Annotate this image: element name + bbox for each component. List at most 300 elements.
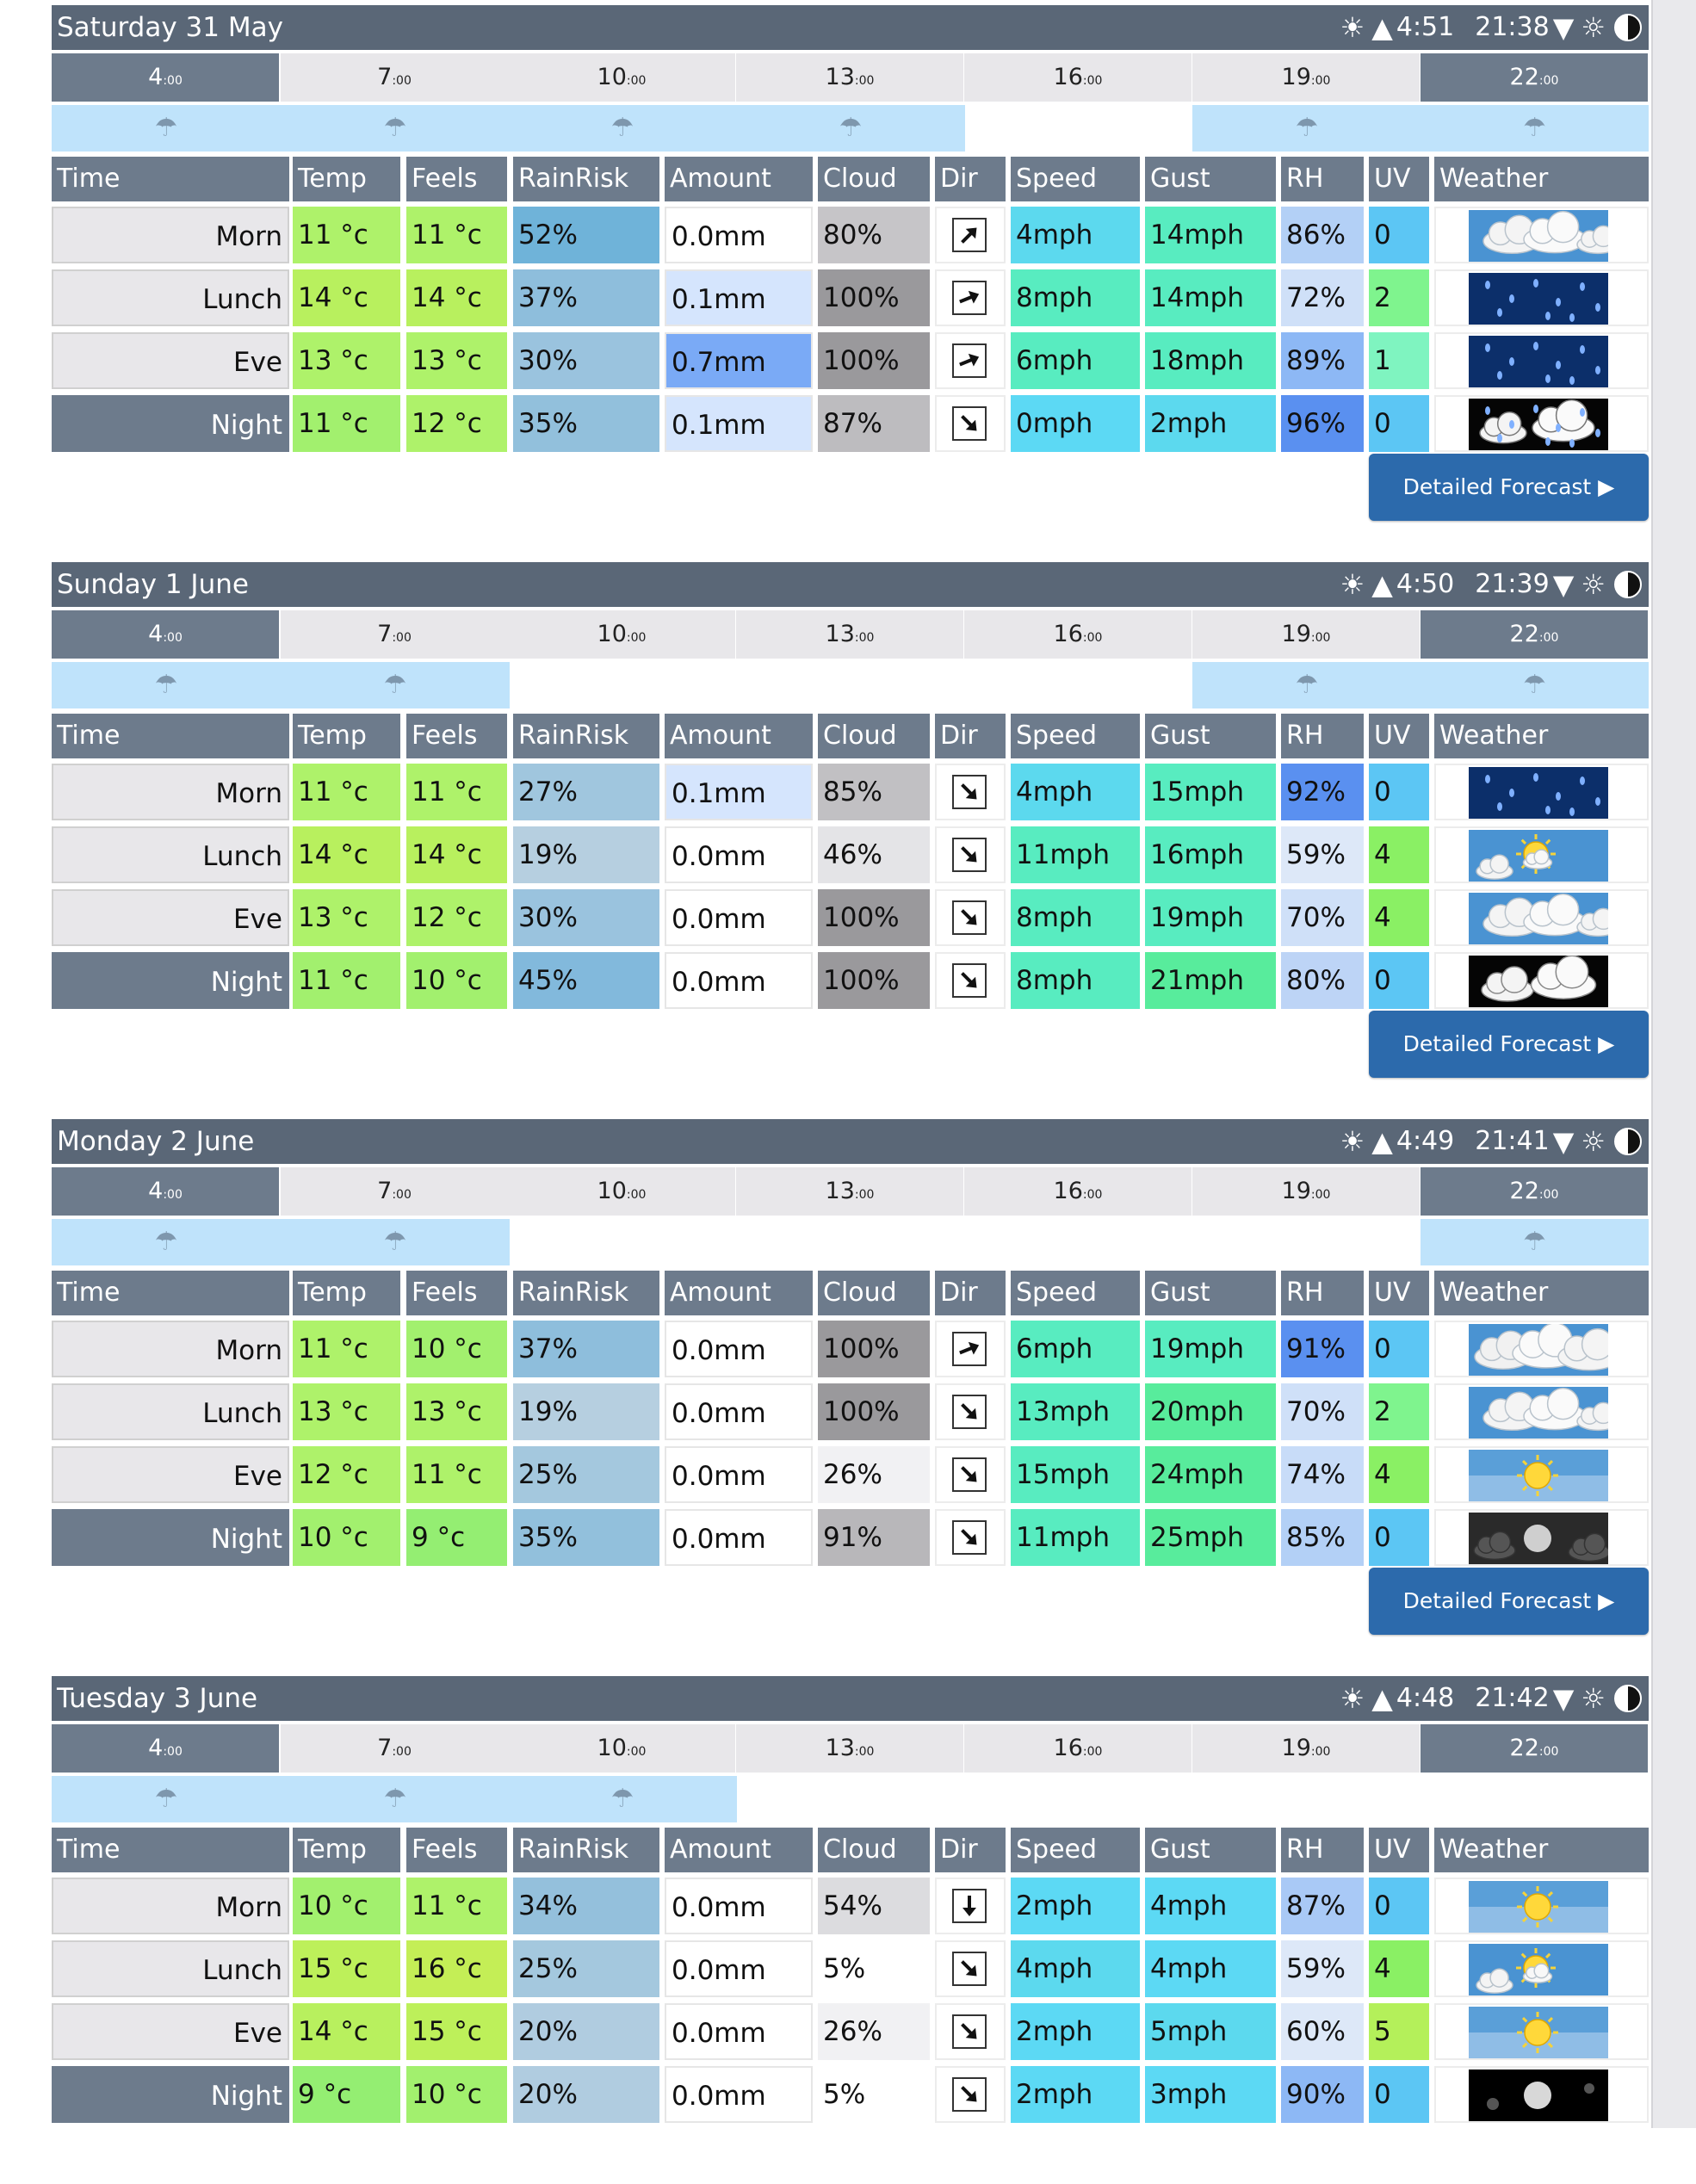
- sun-cloud-icon: [1469, 1944, 1608, 1995]
- cloud-cell: 5%: [818, 2066, 930, 2123]
- forecast-row: [52, 207, 1649, 265]
- amount-cell: 0.0mm: [665, 2003, 813, 2060]
- uv-cell: 0: [1369, 395, 1429, 452]
- overcast-icon: [1469, 1324, 1608, 1376]
- column-header-uv: UV: [1369, 1828, 1429, 1872]
- column-header-speed: Speed: [1011, 1828, 1140, 1872]
- forecast-row: [52, 1383, 1649, 1442]
- column-header-dir: Dir: [935, 1271, 1006, 1315]
- rainrisk-cell: 52%: [513, 207, 659, 263]
- dir-cell: [935, 826, 1006, 883]
- hour-suffix: :00: [1310, 631, 1331, 645]
- hour-cell[interactable]: [508, 1167, 735, 1216]
- forecast-row: [52, 1446, 1649, 1505]
- forecast-row: [52, 889, 1649, 948]
- daylight-icon: ☼: [1581, 1125, 1606, 1158]
- hour-cell[interactable]: [964, 610, 1192, 659]
- rain-indicator: [508, 105, 737, 152]
- rh-cell: 92%: [1281, 764, 1364, 820]
- sunset-arrow-icon: ▼: [1552, 1682, 1575, 1715]
- time-cell: Morn: [52, 1321, 289, 1377]
- weather-cell: [1434, 764, 1649, 820]
- wind-direction-icon: [952, 406, 987, 441]
- speed-cell: 0mph: [1011, 395, 1140, 452]
- weather-cell: [1434, 952, 1649, 1009]
- hour-cell[interactable]: [736, 1167, 963, 1216]
- sunny-icon: [1469, 1450, 1608, 1501]
- hour-suffix: :00: [392, 631, 412, 645]
- day-header: [52, 5, 1649, 50]
- hour-suffix: :00: [854, 1745, 875, 1759]
- hour-cell[interactable]: [281, 1724, 508, 1773]
- day-title: Saturday 31 May: [57, 12, 283, 43]
- uv-cell: 0: [1369, 1509, 1429, 1566]
- wind-direction-icon: [952, 218, 987, 252]
- amount-cell: 0.0mm: [665, 1940, 813, 1997]
- column-header-rainrisk: RainRisk: [513, 1828, 659, 1872]
- feels-cell: 14 °c: [406, 826, 507, 883]
- uv-cell: 4: [1369, 1446, 1429, 1503]
- column-header-amount: Amount: [665, 157, 813, 201]
- uv-cell: 2: [1369, 1383, 1429, 1440]
- column-header-rh: RH: [1281, 157, 1364, 201]
- uv-cell: 5: [1369, 2003, 1429, 2060]
- time-cell: Night: [52, 952, 289, 1009]
- hour-label: 22: [1509, 1735, 1539, 1761]
- gust-cell: 18mph: [1145, 332, 1276, 389]
- hour-label: 4: [148, 64, 164, 90]
- hour-cell[interactable]: [508, 1724, 735, 1773]
- hour-label: 22: [1509, 1178, 1539, 1204]
- forecast-row: [52, 269, 1649, 328]
- forecast-row: [52, 1878, 1649, 1936]
- gust-cell: 3mph: [1145, 2066, 1276, 2123]
- night-moon-icon: [1469, 2070, 1608, 2121]
- hour-strip: [52, 1724, 1649, 1773]
- sun-cloud-icon: [1469, 830, 1608, 882]
- umbrella-icon: ☂: [839, 113, 863, 143]
- feels-cell: 14 °c: [406, 269, 507, 326]
- column-header-cloud: Cloud: [818, 714, 930, 758]
- hour-cell[interactable]: [281, 1167, 508, 1216]
- hour-cell[interactable]: [281, 53, 508, 102]
- column-header-gust: Gust: [1145, 714, 1276, 758]
- column-header-time: Time: [52, 157, 289, 201]
- column-header-amount: Amount: [665, 1271, 813, 1315]
- rain-indicator: [281, 1776, 510, 1822]
- hour-strip: [52, 1167, 1649, 1216]
- time-cell: Morn: [52, 1878, 289, 1934]
- hour-cell[interactable]: [1192, 610, 1420, 659]
- wind-direction-icon: [952, 838, 987, 872]
- sun-times: [1337, 562, 1642, 607]
- hour-label: 16: [1053, 621, 1083, 647]
- gust-cell: 24mph: [1145, 1446, 1276, 1503]
- column-header-rh: RH: [1281, 1271, 1364, 1315]
- hour-cell[interactable]: [736, 1724, 963, 1773]
- rain-indicator: [1421, 105, 1649, 152]
- column-header-time: Time: [52, 1271, 289, 1315]
- sunny-icon: [1469, 1881, 1608, 1933]
- dir-cell: [935, 395, 1006, 452]
- wind-direction-icon: [952, 1952, 987, 1986]
- time-cell: Lunch: [52, 269, 289, 326]
- rain-indicator: [1421, 1219, 1649, 1265]
- column-header-temp: Temp: [293, 714, 400, 758]
- sunset-time: 21:42: [1475, 1683, 1550, 1713]
- gust-cell: 16mph: [1145, 826, 1276, 883]
- hour-strip: [52, 53, 1649, 102]
- umbrella-icon: ☂: [1295, 670, 1319, 700]
- rainrisk-cell: 35%: [513, 1509, 659, 1566]
- column-headers: [52, 1271, 1649, 1317]
- day-forecast: [52, 1119, 1649, 1627]
- day-title: Sunday 1 June: [57, 569, 249, 600]
- rain-indicator: [281, 105, 510, 152]
- rh-cell: 90%: [1281, 2066, 1364, 2123]
- gust-cell: 15mph: [1145, 764, 1276, 820]
- temp-cell: 11 °c: [293, 764, 400, 820]
- umbrella-icon: ☂: [1523, 670, 1546, 700]
- gust-cell: 19mph: [1145, 889, 1276, 946]
- column-header-speed: Speed: [1011, 157, 1140, 201]
- column-header-speed: Speed: [1011, 1271, 1140, 1315]
- hour-suffix: :00: [1310, 1188, 1331, 1202]
- rh-cell: 74%: [1281, 1446, 1364, 1503]
- gust-cell: 14mph: [1145, 269, 1276, 326]
- hour-label: 22: [1509, 64, 1539, 90]
- uv-cell: 1: [1369, 332, 1429, 389]
- rain-icon: [1469, 273, 1608, 325]
- sunset-time: 21:41: [1475, 1126, 1550, 1156]
- sunset-arrow-icon: ▼: [1552, 11, 1575, 44]
- weather-cell: [1434, 269, 1649, 326]
- hour-suffix: :00: [1082, 1188, 1103, 1202]
- column-header-gust: Gust: [1145, 1828, 1276, 1872]
- temp-cell: 13 °c: [293, 889, 400, 946]
- weather-cell: [1434, 395, 1649, 452]
- sun-times: [1337, 1676, 1642, 1721]
- rh-cell: 87%: [1281, 1878, 1364, 1934]
- rain-indicator: [281, 662, 510, 708]
- column-header-temp: Temp: [293, 1271, 400, 1315]
- hour-label: 10: [597, 1735, 627, 1761]
- hour-cell[interactable]: [964, 1167, 1192, 1216]
- hour-cell[interactable]: [736, 53, 963, 102]
- rainrisk-cell: 20%: [513, 2003, 659, 2060]
- hour-cell[interactable]: [1192, 1724, 1420, 1773]
- gust-cell: 20mph: [1145, 1383, 1276, 1440]
- dir-cell: [935, 1940, 1006, 1997]
- column-header-rh: RH: [1281, 1828, 1364, 1872]
- column-header-rh: RH: [1281, 714, 1364, 758]
- hour-cell[interactable]: [964, 1724, 1192, 1773]
- hour-label: 4: [148, 621, 164, 647]
- dir-cell: [935, 2003, 1006, 2060]
- day-title: Tuesday 3 June: [57, 1683, 258, 1714]
- hour-suffix: :00: [626, 1745, 647, 1759]
- cloud-cell: 91%: [818, 1509, 930, 1566]
- gust-cell: 2mph: [1145, 395, 1276, 452]
- umbrella-icon: ☂: [383, 670, 407, 700]
- day-title: Monday 2 June: [57, 1126, 255, 1157]
- umbrella-icon: ☂: [383, 1227, 407, 1257]
- daylight-icon: ☼: [1581, 11, 1606, 44]
- amount-cell: 0.0mm: [665, 1446, 813, 1503]
- rainrisk-cell: 25%: [513, 1446, 659, 1503]
- detailed-forecast-button[interactable]: Detailed Forecast ▶: [1369, 1011, 1649, 1078]
- hour-cell[interactable]: [281, 610, 508, 659]
- gust-cell: 21mph: [1145, 952, 1276, 1009]
- speed-cell: 2mph: [1011, 2066, 1140, 2123]
- time-cell: Eve: [52, 1446, 289, 1503]
- column-header-weather: Weather: [1434, 157, 1649, 201]
- column-header-amount: Amount: [665, 1828, 813, 1872]
- dir-cell: [935, 1383, 1006, 1440]
- uv-cell: 0: [1369, 1878, 1429, 1934]
- time-cell: Eve: [52, 2003, 289, 2060]
- column-header-uv: UV: [1369, 714, 1429, 758]
- hour-label: 13: [825, 64, 855, 90]
- night-moon-cloud-icon: [1469, 1513, 1608, 1564]
- sunset-arrow-icon: ▼: [1552, 568, 1575, 601]
- hour-label: 16: [1053, 1735, 1083, 1761]
- rh-cell: 72%: [1281, 269, 1364, 326]
- cloud-cell: 100%: [818, 889, 930, 946]
- dir-cell: [935, 332, 1006, 389]
- rh-cell: 70%: [1281, 889, 1364, 946]
- scrollbar-edge: [1651, 0, 1653, 2128]
- time-cell: Night: [52, 1509, 289, 1566]
- column-header-time: Time: [52, 1828, 289, 1872]
- sunset-time: 21:38: [1475, 12, 1550, 42]
- hour-cell[interactable]: [1192, 53, 1420, 102]
- hour-cell[interactable]: [1421, 53, 1648, 102]
- rain-indicator: [1192, 105, 1421, 152]
- column-header-dir: Dir: [935, 714, 1006, 758]
- uv-cell: 0: [1369, 1321, 1429, 1377]
- weather-cell: [1434, 826, 1649, 883]
- rain-icon: [1469, 336, 1608, 387]
- hour-suffix: :00: [626, 1188, 647, 1202]
- column-headers: [52, 157, 1649, 203]
- feels-cell: 13 °c: [406, 1383, 507, 1440]
- speed-cell: 2mph: [1011, 1878, 1140, 1934]
- hour-cell[interactable]: [1421, 610, 1648, 659]
- feels-cell: 9 °c: [406, 1509, 507, 1566]
- hour-label: 10: [597, 1178, 627, 1204]
- sunrise-time: 4:50: [1396, 569, 1455, 599]
- weather-cell: [1434, 2003, 1649, 2060]
- uv-cell: 0: [1369, 952, 1429, 1009]
- temp-cell: 9 °c: [293, 2066, 400, 2123]
- hour-cell[interactable]: [52, 1724, 279, 1773]
- rh-cell: 89%: [1281, 332, 1364, 389]
- umbrella-icon: ☂: [154, 113, 178, 143]
- feels-cell: 16 °c: [406, 1940, 507, 1997]
- hour-cell[interactable]: [964, 53, 1192, 102]
- hour-label: 10: [597, 621, 627, 647]
- dir-cell: [935, 889, 1006, 946]
- sunny-icon: [1469, 2007, 1608, 2058]
- temp-cell: 15 °c: [293, 1940, 400, 1997]
- hour-label: 19: [1281, 64, 1311, 90]
- column-header-rainrisk: RainRisk: [513, 714, 659, 758]
- uv-cell: 0: [1369, 207, 1429, 263]
- dir-cell: [935, 207, 1006, 263]
- feels-cell: 11 °c: [406, 1446, 507, 1503]
- temp-cell: 14 °c: [293, 269, 400, 326]
- amount-cell: 0.0mm: [665, 2066, 813, 2123]
- sun-icon: ☀: [1340, 568, 1365, 601]
- hour-suffix: :00: [626, 74, 647, 88]
- detailed-forecast-button[interactable]: Detailed Forecast ▶: [1369, 1568, 1649, 1635]
- hour-cell[interactable]: [736, 610, 963, 659]
- column-header-uv: UV: [1369, 1271, 1429, 1315]
- hour-cell[interactable]: [1421, 1724, 1648, 1773]
- wind-direction-icon: [952, 2014, 987, 2049]
- hour-cell[interactable]: [52, 53, 279, 102]
- sun-times: [1337, 5, 1642, 50]
- speed-cell: 6mph: [1011, 1321, 1140, 1377]
- night-rain-icon: [1469, 399, 1608, 450]
- hour-cell[interactable]: [508, 610, 735, 659]
- column-header-weather: Weather: [1434, 1828, 1649, 1872]
- sun-icon: ☀: [1340, 1125, 1365, 1158]
- sunrise-arrow-icon: ▲: [1371, 1682, 1393, 1715]
- hour-cell[interactable]: [1192, 1167, 1420, 1216]
- time-cell: Morn: [52, 764, 289, 820]
- hour-cell[interactable]: [52, 610, 279, 659]
- speed-cell: 8mph: [1011, 269, 1140, 326]
- forecast-row: [52, 2003, 1649, 2062]
- hour-cell[interactable]: [508, 53, 735, 102]
- cloud-cell: 46%: [818, 826, 930, 883]
- day-forecast: [52, 5, 1649, 513]
- sunrise-arrow-icon: ▲: [1371, 11, 1393, 44]
- sunrise-arrow-icon: ▲: [1371, 1125, 1393, 1158]
- cloud-cell: 5%: [818, 1940, 930, 1997]
- speed-cell: 15mph: [1011, 1446, 1140, 1503]
- hour-label: 7: [377, 1178, 393, 1204]
- forecast-row: [52, 764, 1649, 822]
- rain-indicator: [52, 1219, 281, 1265]
- hour-label: 16: [1053, 64, 1083, 90]
- wind-direction-icon: [952, 1520, 987, 1555]
- rain-indicator: [508, 1776, 737, 1822]
- wind-direction-icon: [952, 775, 987, 809]
- rain-indicator-strip: [52, 662, 1649, 708]
- amount-cell: 0.0mm: [665, 207, 813, 263]
- feels-cell: 11 °c: [406, 764, 507, 820]
- speed-cell: 4mph: [1011, 207, 1140, 263]
- speed-cell: 8mph: [1011, 952, 1140, 1009]
- uv-cell: 4: [1369, 826, 1429, 883]
- temp-cell: 11 °c: [293, 207, 400, 263]
- wind-direction-icon: [952, 2077, 987, 2112]
- hour-suffix: :00: [626, 631, 647, 645]
- sunset-arrow-icon: ▼: [1552, 1125, 1575, 1158]
- hour-suffix: :00: [392, 1188, 412, 1202]
- hour-cell[interactable]: [1421, 1167, 1648, 1216]
- dir-cell: [935, 1446, 1006, 1503]
- rain-indicator-strip: [52, 105, 1649, 152]
- hour-label: 13: [825, 1178, 855, 1204]
- forecast-row: [52, 1940, 1649, 1999]
- gust-cell: 4mph: [1145, 1940, 1276, 1997]
- forecast-row: [52, 952, 1649, 1011]
- moon-phase-icon: [1614, 1128, 1642, 1155]
- forecast-row: [52, 2066, 1649, 2125]
- uv-cell: 4: [1369, 1940, 1429, 1997]
- gust-cell: 4mph: [1145, 1878, 1276, 1934]
- scrollbar-track[interactable]: [1651, 0, 1696, 2128]
- temp-cell: 10 °c: [293, 1878, 400, 1934]
- hour-suffix: :00: [163, 1745, 183, 1759]
- column-headers: [52, 714, 1649, 760]
- umbrella-icon: ☂: [154, 670, 178, 700]
- rh-cell: 96%: [1281, 395, 1364, 452]
- column-header-feels: Feels: [406, 1271, 507, 1315]
- forecast-row: [52, 1321, 1649, 1379]
- temp-cell: 13 °c: [293, 1383, 400, 1440]
- hour-suffix: :00: [1082, 631, 1103, 645]
- column-header-gust: Gust: [1145, 157, 1276, 201]
- rain-indicator: [52, 662, 281, 708]
- speed-cell: 4mph: [1011, 1940, 1140, 1997]
- hour-label: 19: [1281, 621, 1311, 647]
- rainrisk-cell: 37%: [513, 1321, 659, 1377]
- hour-suffix: :00: [163, 74, 183, 88]
- rh-cell: 85%: [1281, 1509, 1364, 1566]
- temp-cell: 10 °c: [293, 1509, 400, 1566]
- hour-label: 22: [1509, 621, 1539, 647]
- umbrella-icon: ☂: [1523, 1227, 1546, 1257]
- hour-suffix: :00: [854, 74, 875, 88]
- umbrella-icon: ☂: [1295, 113, 1319, 143]
- sunrise-time: 4:51: [1396, 12, 1455, 42]
- detailed-forecast-button[interactable]: Detailed Forecast ▶: [1369, 454, 1649, 521]
- rh-cell: 80%: [1281, 952, 1364, 1009]
- temp-cell: 13 °c: [293, 332, 400, 389]
- hour-cell[interactable]: [52, 1167, 279, 1216]
- dir-cell: [935, 2066, 1006, 2123]
- wind-direction-icon: [952, 281, 987, 315]
- hour-strip: [52, 610, 1649, 659]
- cloud-cell: 26%: [818, 1446, 930, 1503]
- time-cell: Eve: [52, 889, 289, 946]
- hour-suffix: :00: [1538, 1188, 1559, 1202]
- feels-cell: 11 °c: [406, 1878, 507, 1934]
- hour-label: 13: [825, 1735, 855, 1761]
- umbrella-icon: ☂: [383, 1784, 407, 1814]
- sunrise-time: 4:49: [1396, 1126, 1455, 1156]
- hour-label: 13: [825, 621, 855, 647]
- cloud-cell: 54%: [818, 1878, 930, 1934]
- feels-cell: 10 °c: [406, 2066, 507, 2123]
- weather-cell: [1434, 1321, 1649, 1377]
- forecast-row: [52, 826, 1649, 885]
- amount-cell: 0.1mm: [665, 269, 813, 326]
- rainrisk-cell: 34%: [513, 1878, 659, 1934]
- sun-times: [1337, 1119, 1642, 1164]
- speed-cell: 11mph: [1011, 1509, 1140, 1566]
- rain-indicator: [281, 1219, 510, 1265]
- dir-cell: [935, 952, 1006, 1009]
- rainrisk-cell: 30%: [513, 889, 659, 946]
- hour-suffix: :00: [1082, 1745, 1103, 1759]
- hour-suffix: :00: [1538, 1745, 1559, 1759]
